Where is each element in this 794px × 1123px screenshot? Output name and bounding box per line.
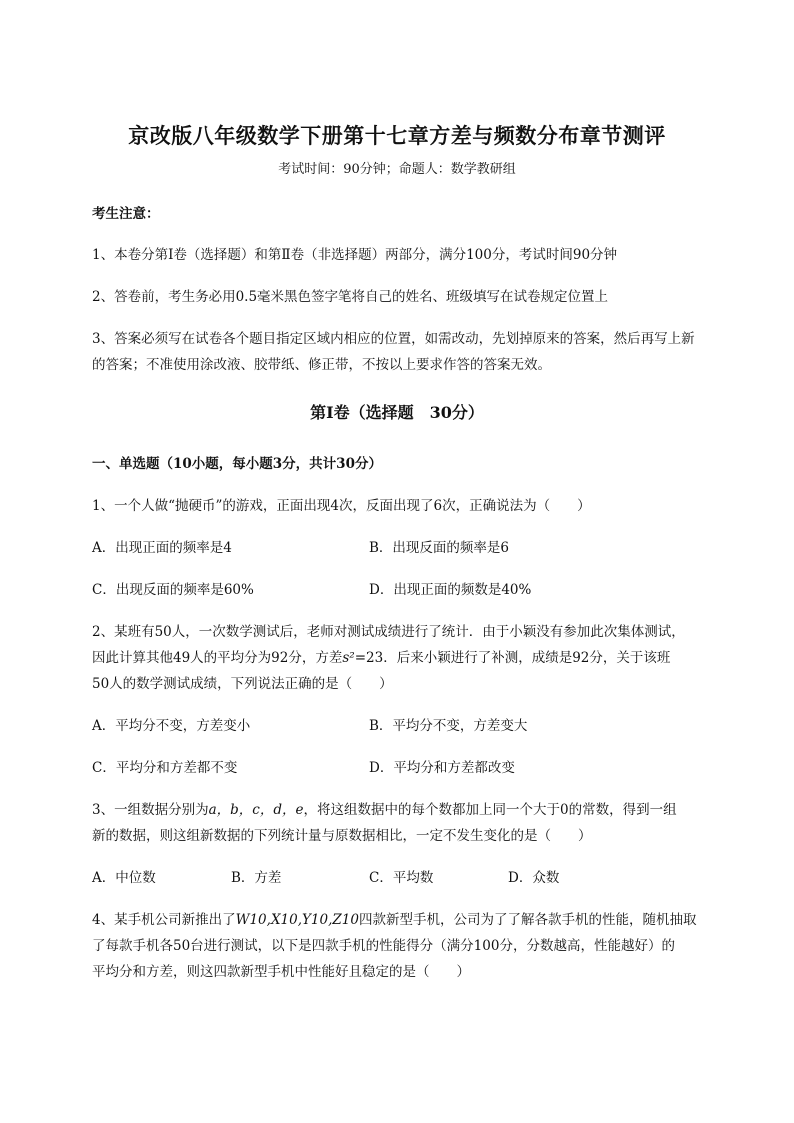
question-3-text	[92, 798, 677, 818]
question-2-text-part: 因此计算其他49人的平均分为92分，方差	[92, 650, 343, 666]
question-3-text: 新的数据，则这组新数据的下列统计量与原数据相比，一定不发生变化的是（ ）	[92, 828, 592, 844]
question-4-text: 平均分和方差，则这四款新型手机中性能好且稳定的是（ ）	[92, 964, 470, 980]
question-3-option-c: C．平均数	[369, 870, 434, 886]
question-3-option-b: B．方差	[231, 870, 282, 886]
question-2-text	[92, 646, 670, 666]
phone-models: W10,X10,Y10,Z10	[235, 912, 359, 928]
question-1-option-d: D．出现正面的频数是40%	[369, 582, 532, 598]
question-2-option-a: A．平均分不变，方差变小	[92, 718, 251, 734]
page-title: 京改版八年级数学下册第十七章方差与频数分布章节测评	[128, 123, 666, 148]
question-4-text: 了每款手机各50台进行测试，以下是四款手机的性能得分（满分100分，分数越高，性能越好）的	[92, 938, 675, 954]
note-item: 的答案；不准使用涂改液、胶带纸、修正带，不按以上要求作答的答案无效。	[92, 357, 551, 373]
question-1-option-b: B．出现反面的频率是6	[369, 540, 510, 556]
question-2-text: 2、某班有50人，一次数学测试后，老师对测试成绩进行了统计．由于小颖没有参加此次集体测试，	[92, 624, 685, 640]
part-heading: 一、单选题（10小题，每小题3分，共计30分）	[92, 456, 382, 472]
section-title: 第Ⅰ卷（选择题 30分）	[310, 403, 484, 422]
question-1-option-a: A．出现正面的频率是4	[92, 540, 232, 556]
variance-symbol: s²	[342, 650, 355, 666]
notes-heading: 考生注意：	[92, 206, 160, 222]
page-subtitle: 考试时间：90分钟；命题人：数学教研组	[278, 162, 516, 177]
question-2-option-d: D．平均分和方差都改变	[369, 760, 515, 776]
question-2-option-c: C．平均分和方差都不变	[92, 760, 238, 776]
note-item: 1、本卷分第Ⅰ卷（选择题）和第Ⅱ卷（非选择题）两部分，满分100分，考试时间90分钟	[92, 247, 618, 263]
question-4-text	[92, 908, 696, 928]
question-1-option-c: C．出现反面的频率是60%	[92, 582, 254, 598]
question-2-text: 50人的数学测试成绩，下列说法正确的是（ ）	[92, 676, 393, 692]
question-4-text-part: 四款新型手机，公司为了了解各款手机的性能，随机抽取	[358, 912, 697, 928]
question-2-option-b: B．平均分不变，方差变大	[369, 718, 528, 734]
note-item: 2、答卷前，考生务必用0.5毫米黑色签字笔将自己的姓名、班级填写在试卷规定位置上	[92, 289, 609, 305]
question-3-option-a: A．中位数	[92, 870, 156, 886]
question-3-option-d: D．众数	[508, 870, 560, 886]
question-3-text-part: 3、一组数据分别为	[92, 802, 209, 818]
question-4-text-part: 4、某手机公司新推出了	[92, 912, 236, 928]
question-3-text-part: ，将这组数据中的每个数都加上同一个大于0的常数，得到一组	[303, 802, 677, 818]
note-item: 3、答案必须写在试卷各个题目指定区域内相应的位置，如需改动，先划掉原来的答案，然后再写上新	[92, 331, 695, 347]
question-1-text: 1、一个人做“抛硬币”的游戏，正面出现4次，反面出现了6次，正确说法为（ ）	[92, 498, 591, 514]
data-variables: a，b，c，d，e	[208, 802, 304, 818]
question-2-text-part: =23．后来小颖进行了补测，成绩是92分，关于该班	[354, 650, 671, 666]
